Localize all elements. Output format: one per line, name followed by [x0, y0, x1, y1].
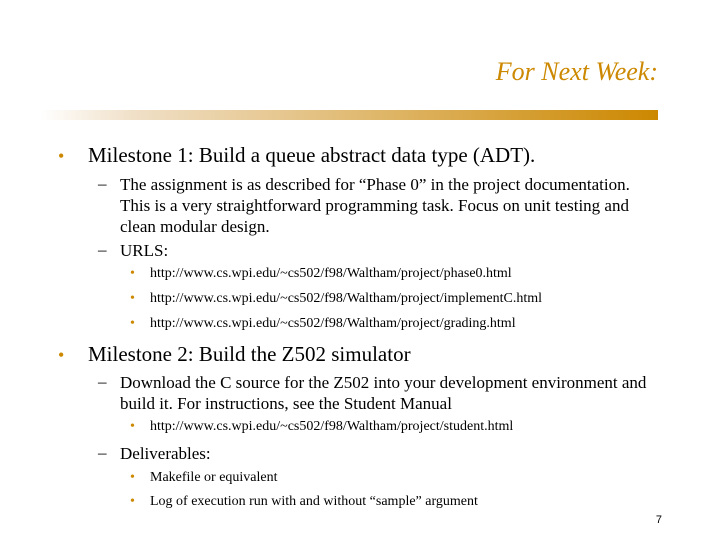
- deliverable-execution-log: Log of execution run with and without “sample” argument: [150, 494, 478, 509]
- title-underline-bar: [40, 110, 658, 120]
- milestone2-heading-row: [58, 342, 411, 367]
- url-list-item: [130, 266, 512, 282]
- deliverables-label-row: [98, 443, 658, 464]
- bullet-icon: •: [130, 494, 135, 509]
- bullet-icon: •: [58, 345, 65, 365]
- url-link-grading[interactable]: http://www.cs.wpi.edu/~cs502/f98/Waltham/project/grading.html: [150, 316, 516, 331]
- deliverable-item: [130, 494, 478, 510]
- urls-label: URLS:: [120, 241, 169, 260]
- milestone1-heading: Milestone 1: Build a queue abstract data type (ADT).: [88, 143, 536, 167]
- download-instructions-row: [98, 372, 668, 414]
- milestone1-description: The assignment is as described for “Phase 0” in the project documentation. This is a very straightforward programming task. Focus on unit testing and clean modular design.: [120, 175, 630, 236]
- milestone1-description-row: [98, 174, 658, 237]
- dash-icon: –: [98, 240, 107, 259]
- url-link-phase0[interactable]: http://www.cs.wpi.edu/~cs502/f98/Waltham/project/phase0.html: [150, 266, 512, 281]
- page-number: 7: [655, 514, 662, 526]
- bullet-icon: •: [130, 470, 135, 485]
- deliverables-label: Deliverables:: [120, 444, 211, 463]
- download-instructions: Download the C source for the Z502 into your development environment and build it. For instructions, see the Student Manual: [120, 373, 647, 413]
- bullet-icon: •: [130, 266, 135, 281]
- milestone1-heading-row: [58, 143, 535, 168]
- bullet-icon: •: [130, 291, 135, 306]
- deliverable-makefile: Makefile or equivalent: [150, 470, 278, 485]
- slide-title: For Next Week:: [495, 57, 658, 86]
- dash-icon: –: [98, 372, 107, 391]
- url-link-implementc[interactable]: http://www.cs.wpi.edu/~cs502/f98/Waltham/project/implementC.html: [150, 291, 543, 306]
- url-list-item: [130, 419, 513, 435]
- deliverable-item: [130, 470, 278, 486]
- milestone2-heading: Milestone 2: Build the Z502 simulator: [88, 342, 411, 366]
- dash-icon: –: [98, 174, 107, 193]
- bullet-icon: •: [130, 419, 135, 434]
- urls-label-row: [98, 240, 658, 261]
- bullet-icon: •: [130, 316, 135, 331]
- url-link-student-manual[interactable]: http://www.cs.wpi.edu/~cs502/f98/Waltham/project/student.html: [150, 419, 514, 434]
- dash-icon: –: [98, 443, 107, 462]
- url-list-item: [130, 291, 542, 307]
- url-list-item: [130, 316, 516, 332]
- bullet-icon: •: [58, 146, 65, 166]
